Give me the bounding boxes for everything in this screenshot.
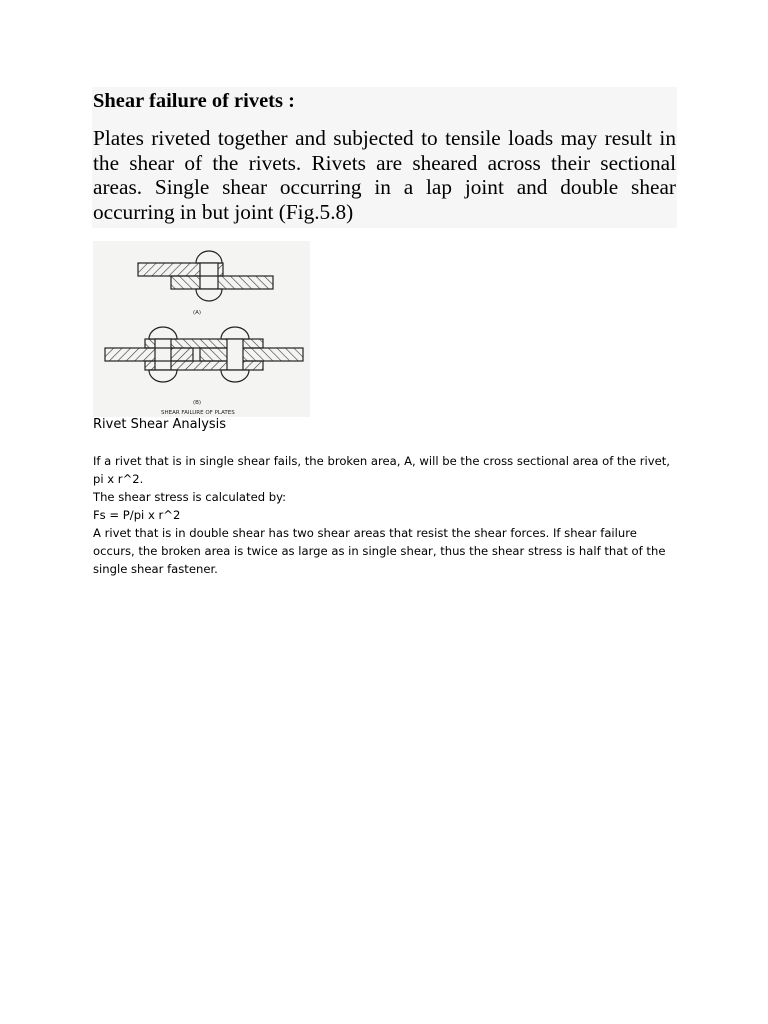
lap-joint-diagram	[138, 251, 273, 301]
section-heading: Shear failure of rivets :	[93, 90, 295, 112]
butt-joint-diagram	[105, 327, 303, 382]
figure-label-b: (B)	[193, 400, 202, 406]
text-line: A rivet that is in double shear has two shear areas that resist the shear forces. If shear failure occurs, the broken area is twice as large as in single shear, thus the shear stress is half that of the single shear fastener.	[93, 526, 666, 576]
analysis-text	[93, 452, 679, 578]
figure-label-a: (A)	[193, 310, 202, 316]
figure-caption: SHEAR FAILURE OF PLATES	[161, 410, 235, 416]
intro-paragraph: Plates riveted together and subjected to tensile loads may result in the shear of the rivets. Rivets are sheared across their sectional areas. Single shear occurring in a lap joint and double shear occurring in but joint (Fig.5.8)	[93, 126, 676, 224]
text-line: The shear stress is calculated by:	[93, 490, 287, 504]
text-line: If a rivet that is in single shear fails, the broken area, A, will be the cross sectional area of the rivet, pi x r^2.	[93, 454, 670, 486]
subsection-title: Rivet Shear Analysis	[93, 417, 227, 432]
formula-line: Fs = P/pi x r^2	[93, 508, 181, 522]
rivet-shear-figure	[93, 241, 310, 417]
